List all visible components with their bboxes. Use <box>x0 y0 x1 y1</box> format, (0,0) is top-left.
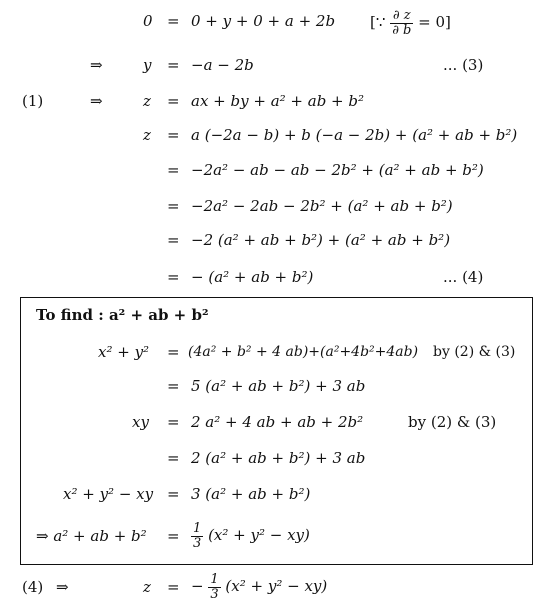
eq4-rhs: a (−2a − b) + b (−a − 2b) + (a² + ab + b²) <box>191 126 518 144</box>
eq2-lhs: y <box>143 56 152 74</box>
eq6-equals: = <box>167 197 180 215</box>
final-sign: − <box>191 577 204 595</box>
box3-lhs: xy <box>132 413 149 431</box>
eq4-lhs: z <box>143 126 151 144</box>
box1-rhs: (4a² + b² + 4 ab)+(a²+4b²+4ab) <box>188 344 419 360</box>
eq3-equals: = <box>167 92 180 110</box>
partial-num: ∂ z <box>390 9 413 24</box>
final-fraction <box>208 573 220 602</box>
final-equals: = <box>167 578 180 596</box>
eq1-lhs: 0 <box>143 12 153 30</box>
box6-equals: = <box>167 527 180 545</box>
box4-equals: = <box>167 449 180 467</box>
box6-rhs <box>191 516 310 554</box>
eq3-lhs: z <box>143 92 151 110</box>
eq4-equals: = <box>167 126 180 144</box>
eq6-rhs: −2a² − 2ab − 2b² + (a² + ab + b²) <box>191 197 453 215</box>
eq8-rhs: − (a² + ab + b²) <box>191 268 314 286</box>
box3-equals: = <box>167 413 180 431</box>
final-tag: (4) <box>22 578 44 596</box>
final-rhs-expr: (x² + y² − xy) <box>225 577 328 595</box>
eq7-equals: = <box>167 231 180 249</box>
partial-fraction <box>390 9 413 38</box>
box1-note: by (2) & (3) <box>433 344 516 360</box>
box5-equals: = <box>167 485 180 503</box>
final-lhs: z <box>143 578 151 596</box>
eq3-rhs: ax + by + a² + ab + b² <box>191 92 365 110</box>
partial-den: ∂ b <box>392 22 412 38</box>
box6-fraction <box>191 522 203 551</box>
box-heading: To find : a² + ab + b² <box>36 306 209 324</box>
eq2-equals: = <box>167 56 180 74</box>
box4-rhs: 2 (a² + ab + b²) + 3 ab <box>191 449 366 467</box>
eq3-tag: (1) <box>22 92 44 110</box>
box6-lhs: ⇒ a² + ab + b² <box>36 527 147 545</box>
box1-lhs: x² + y² <box>98 343 150 361</box>
final-frac-den: 3 <box>210 586 219 602</box>
eq5-equals: = <box>167 161 180 179</box>
box6-rhs-expr: (x² + y² − xy) <box>208 526 310 544</box>
box3-rhs: 2 a² + 4 ab + ab + 2b² <box>191 413 364 431</box>
box6-frac-den: 3 <box>193 535 202 551</box>
eq1-note-pre: [∵ <box>370 13 386 31</box>
eq2-ref: ... (3) <box>443 56 484 74</box>
box5-rhs: 3 (a² + ab + b²) <box>191 485 311 503</box>
eq1-rhs: 0 + y + 0 + a + 2b <box>191 12 336 30</box>
eq1-note-post: = 0] <box>418 13 451 31</box>
final-frac-num: 1 <box>210 571 219 587</box>
eq5-rhs: −2a² − ab − ab − 2b² + (a² + ab + b²) <box>191 161 484 179</box>
eq2-rhs: −a − 2b <box>191 56 254 74</box>
box1-equals: = <box>167 343 180 361</box>
eq8-ref: ... (4) <box>443 268 484 286</box>
eq2-implies: ⇒ <box>90 56 103 74</box>
final-rhs <box>191 567 327 605</box>
final-implies: ⇒ <box>56 578 69 596</box>
box2-rhs: 5 (a² + ab + b²) + 3 ab <box>191 377 366 395</box>
box3-note: by (2) & (3) <box>408 413 497 431</box>
eq1-note <box>370 4 451 40</box>
eq1-equals: = <box>167 12 180 30</box>
eq7-rhs: −2 (a² + ab + b²) + (a² + ab + b²) <box>191 231 451 249</box>
eq8-equals: = <box>167 268 180 286</box>
box5-lhs: x² + y² − xy <box>63 485 154 503</box>
eq3-implies: ⇒ <box>90 92 103 110</box>
box6-frac-num: 1 <box>193 520 202 536</box>
box2-equals: = <box>167 377 180 395</box>
